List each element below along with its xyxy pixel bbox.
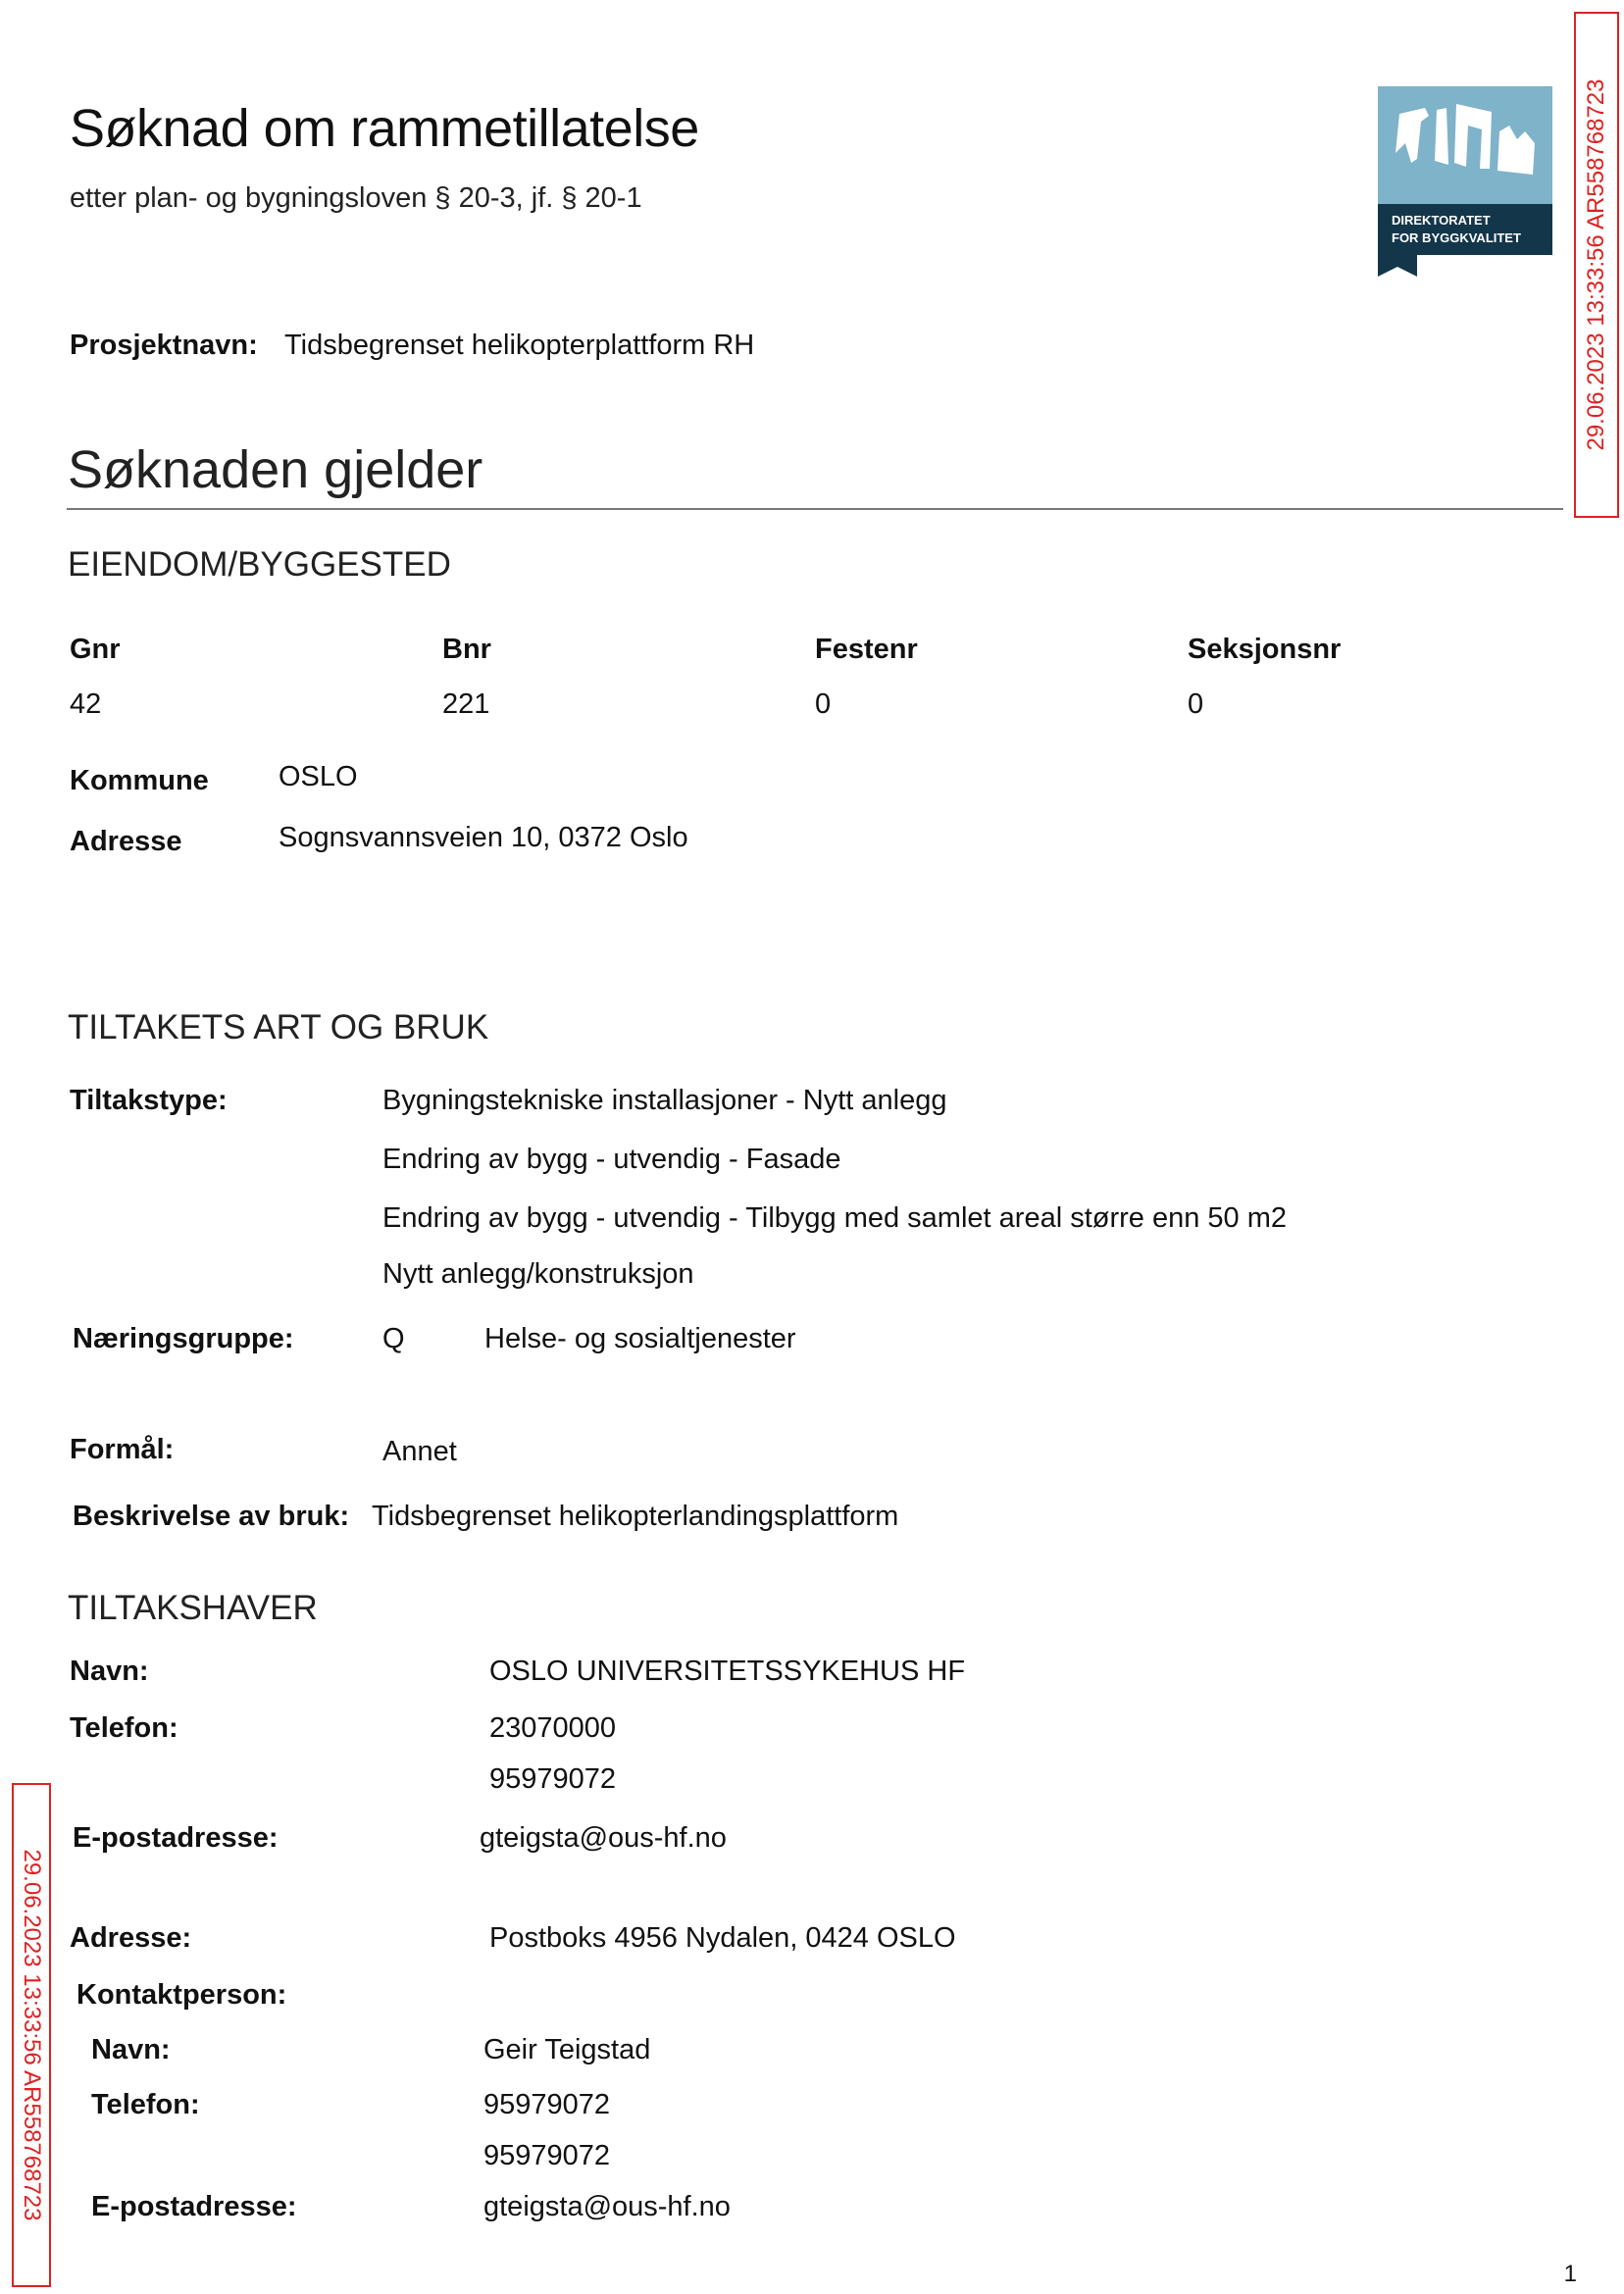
- owner-telefon-value-1: 23070000: [489, 1712, 617, 1744]
- kontakt-epost-value: gteigsta@ous-hf.no: [483, 2191, 731, 2222]
- received-stamp-right: [1574, 12, 1619, 518]
- document-subtitle: etter plan- og bygningsloven § 20-3, jf. § 20-1: [70, 182, 642, 214]
- owner-adresse-label: Adresse:: [70, 1922, 192, 1954]
- measure-heading: TILTAKETS ART OG BRUK: [68, 1008, 489, 1046]
- received-stamp-left: [12, 1783, 51, 2287]
- col-gnr-label: Gnr: [70, 634, 121, 665]
- kontakt-epost-label: E-postadresse:: [91, 2191, 297, 2222]
- kontakt-navn-value: Geir Teigstad: [483, 2034, 651, 2065]
- stamp-text: 29.06.2023 13:33:56 AR558768723: [1583, 78, 1609, 451]
- seksjonsnr-value: 0: [1188, 688, 1204, 720]
- project-value: Tidsbegrenset helikopterplattform RH: [284, 330, 755, 361]
- owner-telefon-value-2: 95979072: [489, 1763, 617, 1795]
- col-bnr-label: Bnr: [442, 634, 491, 665]
- document-title: Søknad om rammetillatelse: [70, 99, 699, 158]
- dibk-logo: [1378, 86, 1552, 277]
- kontakt-telefon-label: Telefon:: [91, 2089, 200, 2120]
- tiltakstype-value-1: Bygningstekniske installasjoner - Nytt anlegg: [382, 1085, 947, 1116]
- tiltakstype-value-2: Endring av bygg - utvendig - Fasade: [382, 1144, 841, 1175]
- tiltakstype-value-4: Nytt anlegg/konstruksjon: [382, 1258, 694, 1290]
- owner-navn-label: Navn:: [70, 1656, 149, 1687]
- bruk-value: Tidsbegrenset helikopterlandingsplattform: [372, 1501, 899, 1532]
- owner-adresse-value: Postboks 4956 Nydalen, 0424 OSLO: [489, 1922, 956, 1954]
- logo-text-line-1: DIREKTORATET: [1392, 213, 1491, 228]
- tiltakstype-label: Tiltakstype:: [70, 1085, 228, 1116]
- naeringsgruppe-label: Næringsgruppe:: [73, 1323, 294, 1354]
- page-number: 1: [1563, 2261, 1577, 2287]
- adresse-label: Adresse: [70, 826, 182, 857]
- kontakt-telefon-value-1: 95979072: [483, 2089, 611, 2120]
- kontaktperson-label: Kontaktperson:: [76, 1979, 287, 2011]
- col-seksjonsnr-label: Seksjonsnr: [1188, 634, 1342, 665]
- property-heading: EIENDOM/BYGGESTED: [68, 545, 451, 584]
- owner-epost-label: E-postadresse:: [73, 1822, 279, 1854]
- owner-heading: TILTAKSHAVER: [68, 1589, 318, 1627]
- adresse-value: Sognsvannsveien 10, 0372 Oslo: [279, 822, 688, 853]
- tiltakstype-value-3: Endring av bygg - utvendig - Tilbygg med samlet areal større enn 50 m2: [382, 1202, 1288, 1234]
- gnr-value: 42: [70, 688, 102, 720]
- owner-epost-value: gteigsta@ous-hf.no: [480, 1822, 727, 1854]
- owner-telefon-label: Telefon:: [70, 1712, 178, 1744]
- kontakt-telefon-value-2: 95979072: [483, 2140, 611, 2171]
- bruk-label: Beskrivelse av bruk:: [73, 1501, 350, 1532]
- kontakt-navn-label: Navn:: [91, 2034, 171, 2065]
- owner-navn-value: OSLO UNIVERSITETSSYKEHUS HF: [489, 1656, 966, 1687]
- kommune-label: Kommune: [70, 765, 209, 796]
- naeringsgruppe-code: Q: [382, 1323, 405, 1354]
- logo-text-line-2: FOR BYGGKVALITET: [1392, 230, 1521, 245]
- col-festenr-label: Festenr: [815, 634, 918, 665]
- bnr-value: 221: [442, 688, 490, 720]
- stamp-text: 29.06.2023 13:33:56 AR558768723: [19, 1849, 45, 2221]
- formaal-value: Annet: [382, 1436, 457, 1467]
- festenr-value: 0: [815, 688, 832, 720]
- section-divider: [67, 508, 1563, 510]
- naeringsgruppe-value: Helse- og sosialtjenester: [484, 1323, 796, 1354]
- kommune-value: OSLO: [279, 761, 358, 792]
- formaal-label: Formål:: [70, 1434, 175, 1465]
- project-label: Prosjektnavn:: [70, 330, 258, 361]
- section-title: Søknaden gjelder: [68, 440, 483, 499]
